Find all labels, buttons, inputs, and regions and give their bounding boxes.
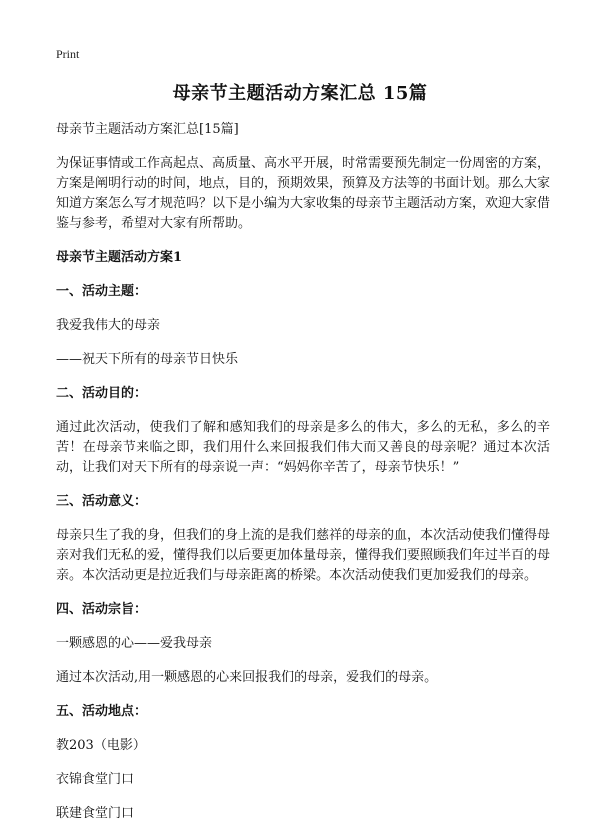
tenet-description: 通过本次活动,用一颗感恩的心来回报我们的母亲，爱我们的母亲。 <box>56 670 438 685</box>
document-body <box>56 120 550 838</box>
heading-location: 五、活动地点： <box>56 704 148 719</box>
heading-tenet: 四、活动宗旨： <box>56 602 148 617</box>
theme-sub: ——祝天下所有的母亲节日快乐 <box>56 352 239 367</box>
meaning-paragraph: 母亲只生了我的身，但我们的身上流的是我们慈祥的母亲的血，本次活动使我们懂得母亲对我们无私的爱，懂得我们以后要更加体量母亲，懂得我们要照顾我们年过半百的母亲。本次活动更是拉近我们与母亲距离的桥梁。本次活动使我们更加爱我们的母亲。 <box>56 528 551 583</box>
location-item: 联建食堂门口 <box>56 806 135 821</box>
heading-theme: 一、活动主题： <box>56 284 148 299</box>
location-item: 教203（电影） <box>56 738 146 753</box>
document-subtitle: 母亲节主题活动方案汇总[15篇] <box>56 122 239 137</box>
page-title: 母亲节主题活动方案汇总 15篇 <box>172 83 428 104</box>
section-title: 母亲节主题活动方案1 <box>56 250 183 265</box>
tenet-main: 一颗感恩的心——爱我母亲 <box>56 636 213 651</box>
theme-main: 我爱我伟大的母亲 <box>56 318 161 333</box>
purpose-paragraph: 通过此次活动，使我们了解和感知我们的母亲是多么的伟大，多么的无私，多么的辛苦！在母亲节来临之即，我们用什么来回报我们伟大而又善良的母亲呢？通过本次活动，让我们对天下所有的母亲说一声：“妈妈你辛苦了，母亲节快乐！” <box>56 420 550 475</box>
heading-purpose: 二、活动目的： <box>56 386 148 401</box>
print-link[interactable]: Print <box>56 47 80 61</box>
location-item: 衣锦食堂门口 <box>56 772 135 787</box>
intro-paragraph: 为保证事情或工作高起点、高质量、高水平开展，时常需要预先制定一份周密的方案，方案是阐明行动的时间，地点，目的，预期效果，预算及方法等的书面计划。那么大家知道方案怎么写才规范吗？以下是小编为大家收集的母亲节主题活动方案，欢迎大家借鉴与参考，希望对大家有所帮助。 <box>56 156 551 231</box>
heading-meaning: 三、活动意义： <box>56 494 148 509</box>
